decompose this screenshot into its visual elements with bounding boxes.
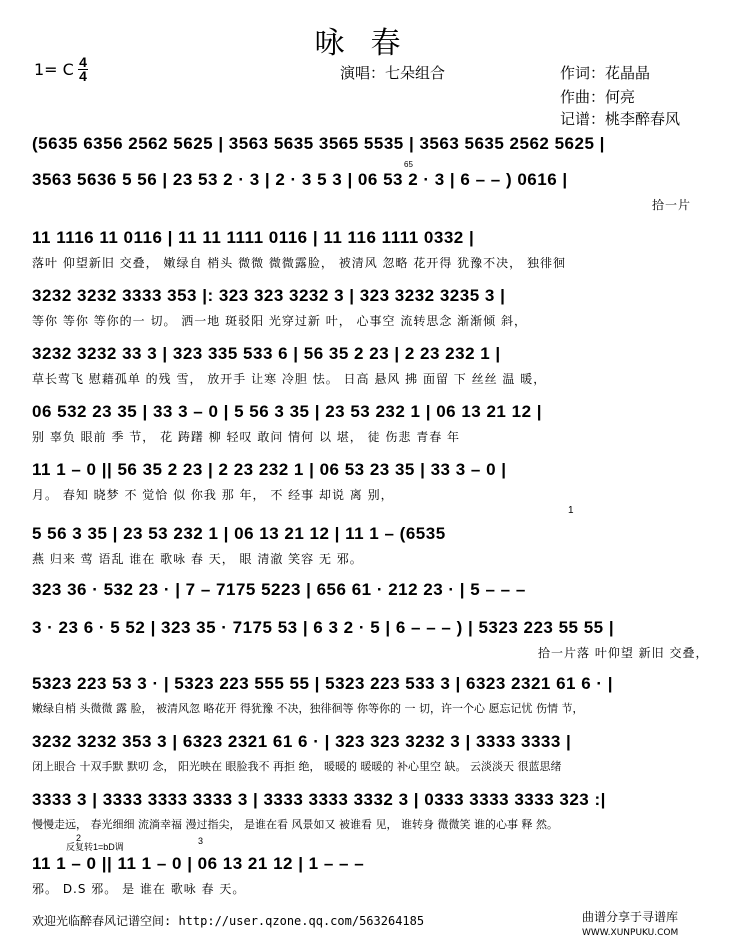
score-notes: 3333 3 | 3333 3333 3333 3 | 3333 3333 3332 3 | 0333 3333 3333 323 :|: [32, 790, 606, 809]
score-line-3: [0, 228, 741, 272]
score-line-5: [0, 344, 741, 388]
footer-text: 欢迎光临醉春风记谱空间: http://user.qzone.qq.com/563264185: [32, 914, 425, 928]
score-notes: 11 1116 11 0116 | 11 11 1111 0116 | 11 116 1111 0332 |: [32, 228, 475, 247]
score-line-10: [0, 618, 741, 662]
score-notes: 3563 5636 5 56 | 23 53 2 · 3 | 2 · 3 5 3 | 06 53 2 · 3 | 6 – – ) 0616 |: [32, 170, 568, 189]
score-lyrics: 拾一片落 叶仰望 新旧 交叠，: [538, 646, 709, 660]
volta-1-label: 1: [568, 505, 574, 516]
score-line-11: [0, 674, 741, 718]
score-lyrics: 慢慢走远， 春光细细 流淌幸福 漫过指尖， 是谁在看 风景如又 被谁看 见， 谁转身 微微笑 谁的心事 释 然。: [32, 818, 558, 831]
score-lyrics: 月。 春知 晓梦 不 觉恰 似 你我 那 年， 不 经事 却说 离 别，: [32, 488, 394, 502]
score-notes: 11 1 – 0 || 56 35 2 23 | 2 23 232 1 | 06 53 23 35 | 33 3 – 0 |: [32, 460, 507, 479]
score-notes: (5635 6356 2562 5625 | 3563 5635 3565 5535 | 3563 5635 2562 5625 |: [32, 134, 605, 153]
score-lyrics: 拾一片: [652, 198, 692, 212]
score-notes: 06 532 23 35 | 33 3 – 0 | 5 56 3 35 | 23 53 232 1 | 06 13 21 12 |: [32, 402, 543, 421]
score-notes: 3232 3232 3333 353 |: 323 323 3232 3 | 323 3232 3235 3 |: [32, 286, 506, 305]
time-signature-top: 4: [79, 54, 87, 70]
score-lyrics: 嫩绿自梢 头微微 露 脸， 被清风忽 略花开 得犹豫 不决，独徘徊等 你等你的 一 切，许一个心 愿忘记忧 伤情 节，: [32, 702, 584, 715]
time-signature: [78, 56, 88, 83]
score-lyrics: 别 辜负 眼前 季 节， 花 踌躇 柳 轻叹 敢问 情何 以 堪， 徒 伤悲 青春 年: [32, 430, 461, 444]
score-line-4: [0, 286, 741, 330]
score-line-13: [0, 790, 741, 834]
volta-3-label: 3: [198, 836, 204, 846]
score-line-6: [0, 402, 741, 446]
repeat-key-change-note: 反复转1=bD调: [66, 842, 124, 852]
lyricist: 作词：花晶晶: [560, 64, 651, 82]
score-lyrics: 燕 归来 莺 语乱 谁在 歌咏 春 天， 眼 清澈 笑容 无 邪。: [32, 552, 363, 566]
score-notes: 3 · 23 6 · 5 52 | 323 35 · 7175 53 | 6 3 2 · 5 | 6 – – – ) | 5323 223 55 55 |: [32, 618, 615, 637]
score-line-8: [0, 524, 741, 568]
score-line-14: [0, 854, 741, 898]
score-lyrics: 闭上眼合 十双手默 默叨 念， 阳光映在 眼脸我不 再拒 绝， 暖暖的 暖暖的 补心里空 缺。 云淡淡天 很蓝思绪: [32, 760, 562, 773]
score-notes: 11 1 – 0 || 11 1 – 0 | 06 13 21 12 | 1 – – –: [32, 854, 365, 873]
score-line-12: [0, 732, 741, 776]
score-lyrics: 等你 等你 等你的一 切。 洒一地 斑驳阳 光穿过新 叶， 心事空 流转思念 渐渐倾 斜，: [32, 314, 527, 328]
score-notes: 5323 223 53 3 · | 5323 223 555 55 | 5323 223 533 3 | 6323 2321 61 6 · |: [32, 674, 614, 693]
score-line-2: [0, 170, 741, 214]
time-signature-bottom: 4: [79, 68, 87, 84]
transcriber: 记谱：桃李醉春风: [560, 110, 681, 128]
page-title: 咏春: [314, 26, 427, 61]
volta-2-label: 2: [76, 833, 82, 843]
watermark-text: 曲谱分享于寻谱库: [582, 910, 679, 924]
score-lyrics: 草长莺飞 慰藉孤单 的残 雪， 放开手 让寒 冷胆 怯。 日高 悬风 拂 面留 下 丝丝 温 暖，: [32, 372, 547, 386]
score-notes: 3232 3232 353 3 | 6323 2321 61 6 · | 323 323 3232 3 | 3333 3333 |: [32, 732, 572, 751]
watermark-url: WWW.XUNPUKU.COM: [582, 928, 679, 938]
score-notes: 5 56 3 35 | 23 53 232 1 | 06 13 21 12 | 11 1 – (6535: [32, 524, 446, 543]
score-lyrics: 邪。 D.S 邪。 是 谁在 歌咏 春 天。: [32, 882, 246, 896]
composer: 作曲：何亮: [560, 88, 636, 106]
score-notes: 3232 3232 33 3 | 323 335 533 6 | 56 35 2 23 | 2 23 232 1 |: [32, 344, 501, 363]
score-line-7: [0, 460, 741, 504]
score-notes: 323 36 · 532 23 · | 7 – 7175 5223 | 656 61 · 212 23 · | 5 – – –: [32, 580, 526, 599]
singer: 演唱：七朵组合: [340, 64, 446, 82]
tie-mark: 65: [404, 160, 413, 169]
score-lyrics: 落叶 仰望新旧 交叠， 嫩绿自 梢头 微微 微微露脸， 被清风 忽略 花开得 犹豫不决， 独徘徊: [32, 256, 566, 270]
key-signature: 1= C: [34, 60, 74, 79]
